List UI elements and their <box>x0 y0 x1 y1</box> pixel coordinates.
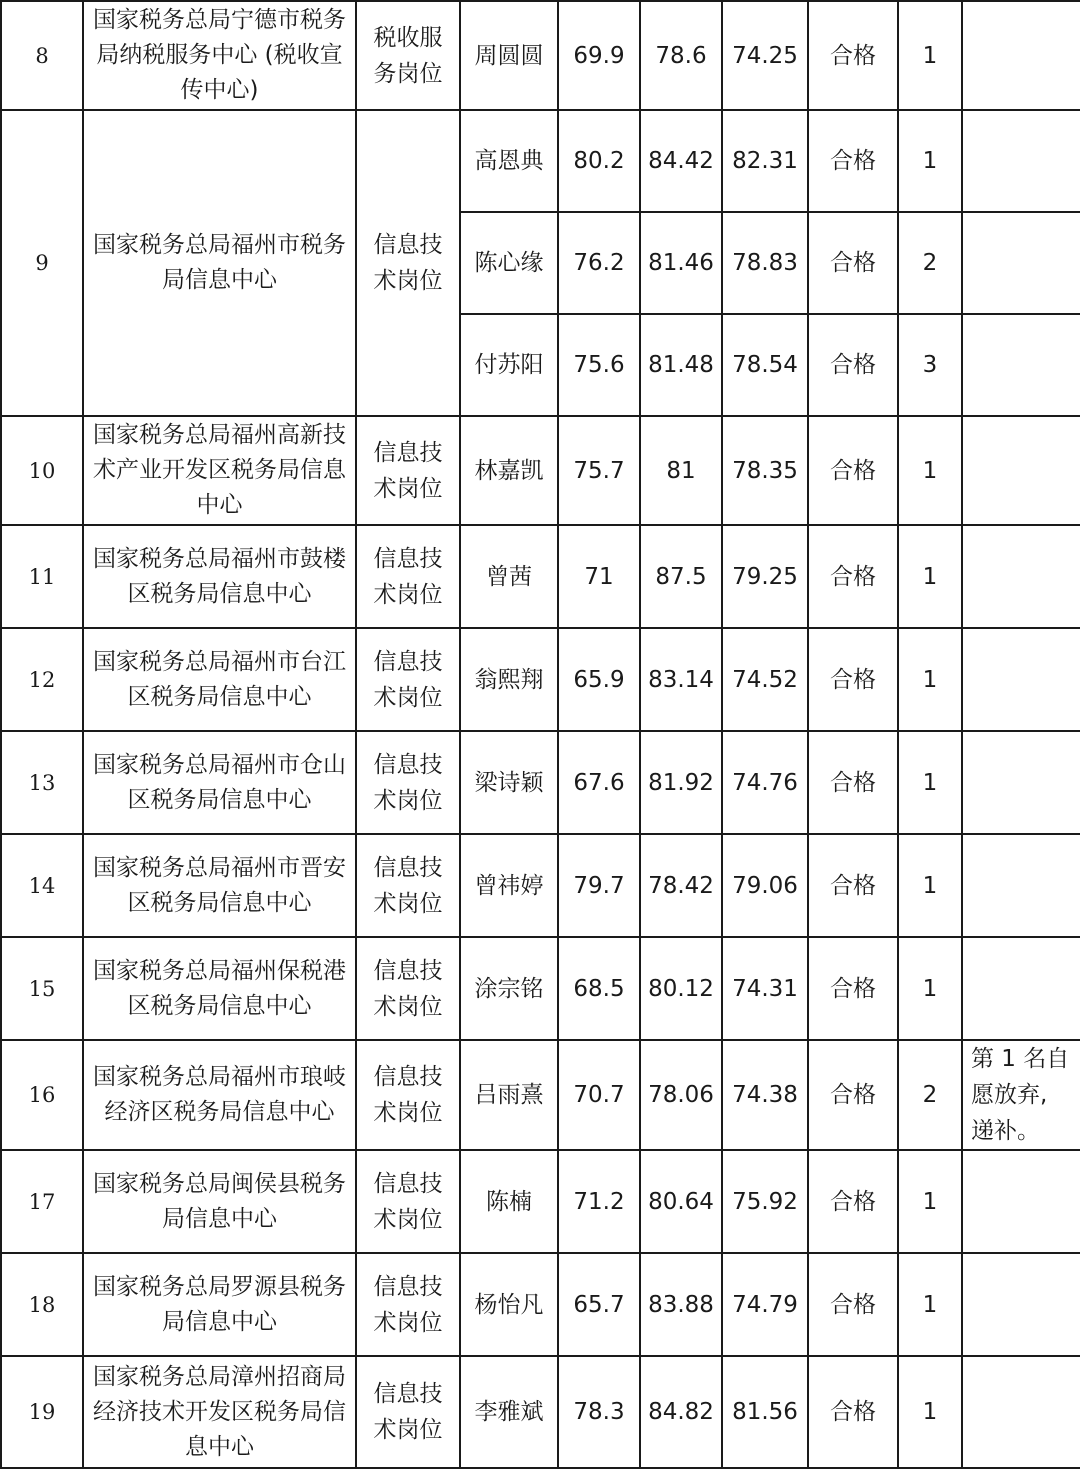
rank: 1 <box>898 628 962 731</box>
result: 合格 <box>808 416 898 525</box>
employer-unit: 国家税务总局福州高新技术产业开发区税务局信息中心 <box>83 416 356 525</box>
employer-unit: 国家税务总局罗源县税务局信息中心 <box>83 1253 356 1356</box>
interview-score: 84.42 <box>640 110 722 212</box>
written-score: 80.2 <box>558 110 640 212</box>
remark <box>962 834 1080 937</box>
written-score: 70.7 <box>558 1040 640 1150</box>
written-score: 69.9 <box>558 1 640 110</box>
result: 合格 <box>808 1150 898 1253</box>
remark <box>962 212 1080 314</box>
rank: 1 <box>898 416 962 525</box>
table-row <box>1 1 1080 110</box>
table-row <box>1 628 1080 731</box>
rank: 1 <box>898 1356 962 1468</box>
result: 合格 <box>808 731 898 834</box>
remark <box>962 628 1080 731</box>
position: 信息技术岗位 <box>356 110 460 416</box>
interview-score: 80.64 <box>640 1150 722 1253</box>
written-score: 71 <box>558 525 640 628</box>
candidate-name: 杨怡凡 <box>460 1253 558 1356</box>
position: 信息技术岗位 <box>356 937 460 1040</box>
result: 合格 <box>808 525 898 628</box>
row-number: 13 <box>1 731 83 834</box>
remark <box>962 731 1080 834</box>
candidate-name: 周圆圆 <box>460 1 558 110</box>
position: 税收服务岗位 <box>356 1 460 110</box>
total-score: 81.56 <box>722 1356 808 1468</box>
remark <box>962 1 1080 110</box>
table-row <box>1 937 1080 1040</box>
written-score: 67.6 <box>558 731 640 834</box>
result: 合格 <box>808 314 898 416</box>
total-score: 79.25 <box>722 525 808 628</box>
written-score: 71.2 <box>558 1150 640 1253</box>
rank: 1 <box>898 1150 962 1253</box>
position: 信息技术岗位 <box>356 1253 460 1356</box>
total-score: 78.83 <box>722 212 808 314</box>
total-score: 74.76 <box>722 731 808 834</box>
result: 合格 <box>808 1253 898 1356</box>
interview-score: 81.48 <box>640 314 722 416</box>
position: 信息技术岗位 <box>356 628 460 731</box>
written-score: 65.7 <box>558 1253 640 1356</box>
interview-score: 78.6 <box>640 1 722 110</box>
table-row <box>1 1253 1080 1356</box>
candidate-name: 梁诗颖 <box>460 731 558 834</box>
interview-score: 83.14 <box>640 628 722 731</box>
position: 信息技术岗位 <box>356 1040 460 1150</box>
result: 合格 <box>808 1356 898 1468</box>
employer-unit: 国家税务总局福州保税港区税务局信息中心 <box>83 937 356 1040</box>
remark <box>962 416 1080 525</box>
result: 合格 <box>808 212 898 314</box>
written-score: 68.5 <box>558 937 640 1040</box>
total-score: 74.52 <box>722 628 808 731</box>
interview-score: 81 <box>640 416 722 525</box>
table-row <box>1 731 1080 834</box>
row-number: 18 <box>1 1253 83 1356</box>
result: 合格 <box>808 1 898 110</box>
position: 信息技术岗位 <box>356 1150 460 1253</box>
candidate-name: 翁熙翔 <box>460 628 558 731</box>
position: 信息技术岗位 <box>356 731 460 834</box>
written-score: 76.2 <box>558 212 640 314</box>
rank: 2 <box>898 1040 962 1150</box>
candidate-name: 高恩典 <box>460 110 558 212</box>
table-row <box>1 416 1080 525</box>
table-row <box>1 110 1080 212</box>
written-score: 65.9 <box>558 628 640 731</box>
row-number: 14 <box>1 834 83 937</box>
interview-score: 80.12 <box>640 937 722 1040</box>
position: 信息技术岗位 <box>356 1356 460 1468</box>
total-score: 82.31 <box>722 110 808 212</box>
rank: 1 <box>898 110 962 212</box>
remark <box>962 1150 1080 1253</box>
candidate-name: 李雅斌 <box>460 1356 558 1468</box>
employer-unit: 国家税务总局福州市仓山区税务局信息中心 <box>83 731 356 834</box>
interview-score: 84.82 <box>640 1356 722 1468</box>
rank: 2 <box>898 212 962 314</box>
total-score: 75.92 <box>722 1150 808 1253</box>
employer-unit: 国家税务总局福州市税务局信息中心 <box>83 110 356 416</box>
rank: 1 <box>898 834 962 937</box>
remark <box>962 314 1080 416</box>
result: 合格 <box>808 937 898 1040</box>
remark <box>962 1253 1080 1356</box>
total-score: 74.25 <box>722 1 808 110</box>
employer-unit: 国家税务总局福州市鼓楼区税务局信息中心 <box>83 525 356 628</box>
position: 信息技术岗位 <box>356 525 460 628</box>
result: 合格 <box>808 628 898 731</box>
result: 合格 <box>808 110 898 212</box>
interview-score: 87.5 <box>640 525 722 628</box>
position: 信息技术岗位 <box>356 834 460 937</box>
row-number: 19 <box>1 1356 83 1468</box>
total-score: 74.31 <box>722 937 808 1040</box>
employer-unit: 国家税务总局漳州招商局经济技术开发区税务局信息中心 <box>83 1356 356 1468</box>
total-score: 78.35 <box>722 416 808 525</box>
table-row <box>1 1150 1080 1253</box>
table-row <box>1 834 1080 937</box>
candidate-name: 林嘉凯 <box>460 416 558 525</box>
remark <box>962 937 1080 1040</box>
employer-unit: 国家税务总局闽侯县税务局信息中心 <box>83 1150 356 1253</box>
rank: 1 <box>898 937 962 1040</box>
row-number: 15 <box>1 937 83 1040</box>
employer-unit: 国家税务总局宁德市税务局纳税服务中心 (税收宣传中心) <box>83 1 356 110</box>
candidate-name: 涂宗铭 <box>460 937 558 1040</box>
row-number: 10 <box>1 416 83 525</box>
written-score: 75.6 <box>558 314 640 416</box>
candidate-name: 陈心缘 <box>460 212 558 314</box>
candidate-name: 吕雨熹 <box>460 1040 558 1150</box>
row-number: 12 <box>1 628 83 731</box>
row-number: 16 <box>1 1040 83 1150</box>
total-score: 74.79 <box>722 1253 808 1356</box>
interview-score: 81.46 <box>640 212 722 314</box>
row-number: 9 <box>1 110 83 416</box>
total-score: 74.38 <box>722 1040 808 1150</box>
interview-score: 78.06 <box>640 1040 722 1150</box>
rank: 1 <box>898 525 962 628</box>
row-number: 17 <box>1 1150 83 1253</box>
position: 信息技术岗位 <box>356 416 460 525</box>
interview-score: 83.88 <box>640 1253 722 1356</box>
interview-score: 78.42 <box>640 834 722 937</box>
remark <box>962 525 1080 628</box>
table-row <box>1 1040 1080 1150</box>
rank: 1 <box>898 1 962 110</box>
candidate-name: 付苏阳 <box>460 314 558 416</box>
total-score: 78.54 <box>722 314 808 416</box>
table-row <box>1 1356 1080 1468</box>
remark <box>962 110 1080 212</box>
total-score: 79.06 <box>722 834 808 937</box>
employer-unit: 国家税务总局福州市琅岐经济区税务局信息中心 <box>83 1040 356 1150</box>
candidate-name: 曾祎婷 <box>460 834 558 937</box>
candidate-name: 曾茜 <box>460 525 558 628</box>
candidate-name: 陈楠 <box>460 1150 558 1253</box>
rank: 3 <box>898 314 962 416</box>
remark <box>962 1356 1080 1468</box>
written-score: 75.7 <box>558 416 640 525</box>
remark: 第 1 名自愿放弃, 递补。 <box>962 1040 1080 1150</box>
result: 合格 <box>808 834 898 937</box>
written-score: 79.7 <box>558 834 640 937</box>
rank: 1 <box>898 1253 962 1356</box>
employer-unit: 国家税务总局福州市台江区税务局信息中心 <box>83 628 356 731</box>
interview-score: 81.92 <box>640 731 722 834</box>
rank: 1 <box>898 731 962 834</box>
result: 合格 <box>808 1040 898 1150</box>
employer-unit: 国家税务总局福州市晋安区税务局信息中心 <box>83 834 356 937</box>
written-score: 78.3 <box>558 1356 640 1468</box>
row-number: 8 <box>1 1 83 110</box>
table-row <box>1 525 1080 628</box>
row-number: 11 <box>1 525 83 628</box>
